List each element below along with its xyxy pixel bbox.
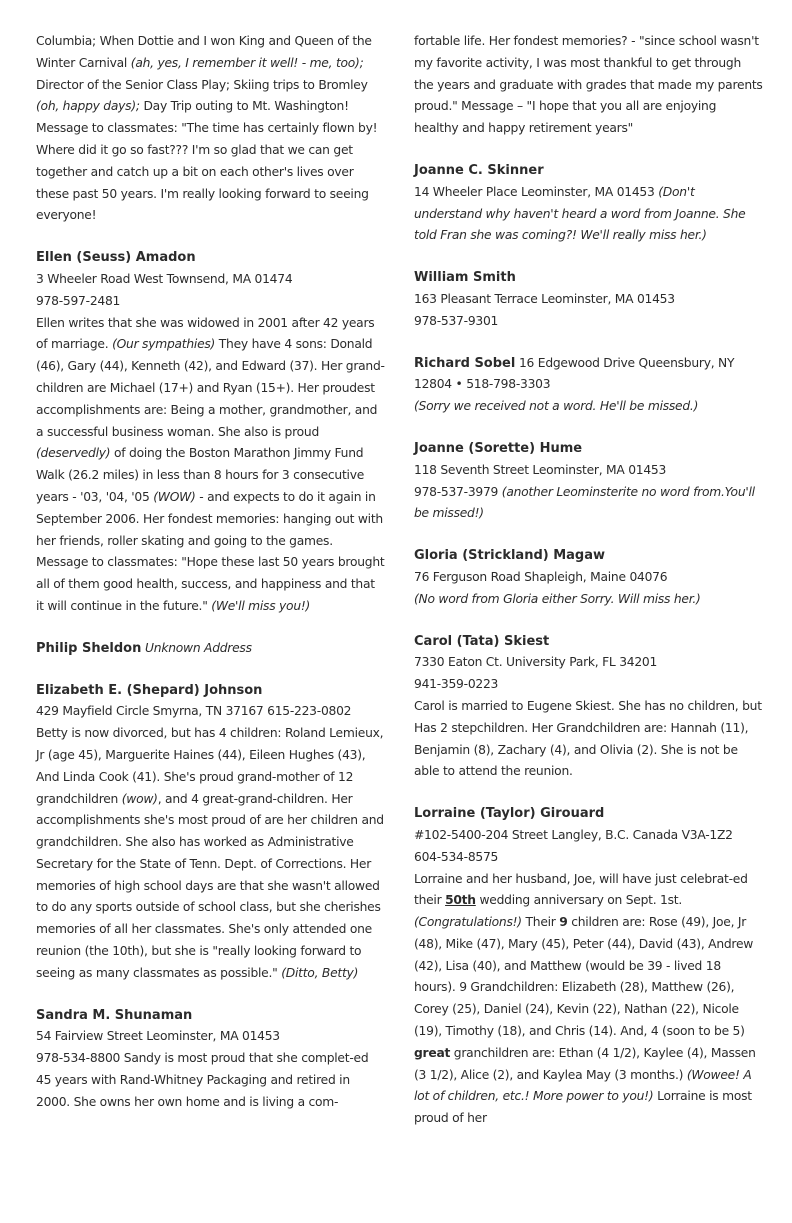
entry-skinner xyxy=(414,160,764,247)
entry-body xyxy=(414,869,764,1131)
bold-text: great xyxy=(414,1045,451,1060)
italic-aside: (Sorry we received not a word. He'll be missed.) xyxy=(414,399,699,414)
entry-name: Sandra M. Shunaman xyxy=(36,1007,193,1023)
entry-name: Gloria (Strickland) Magaw xyxy=(414,548,606,564)
entry-address: 429 Mayfield Circle Smyrna, TN 37167 615-223-0802 xyxy=(36,704,352,719)
entry-girouard xyxy=(414,803,764,1130)
entry-name: Joanne (Sorette) Hume xyxy=(414,440,583,456)
entry-address: #102-5400-204 Street Langley, B.C. Canada V3A-1Z2 xyxy=(414,827,733,842)
italic-aside: (deservedly) xyxy=(36,446,111,461)
text-run: children are: Rose (49), Joe, Jr (48), Mike (47), Mary (45), Peter (44), David (43), Andrew (42), Lisa (40), and Matthew (would be 39 - lived 18 hours). 9 Grandchildren: Elizabeth (28), Matthew (26), Corey (25), Daniel (24), Kevin (22), Nathan (22), Nicole (19), Timothy (18), and Chris (14). And, 4 (soon to be 5) xyxy=(414,915,754,1039)
entry-body: fortable life. Her fondest memories? - "since school wasn't my favorite activity, I was most thankful to get through the years and graduate with grades that made my parents proud." Message – "I hope that you all are enjoying healthy and happy retirement years" xyxy=(414,34,763,136)
text-run: Betty is now divorced, but has 4 children: Roland Lemieux, Jr (age 45), Marguerite Haines (44), Eileen Hughes (43), And Linda Cook (41). She's proud grand-mother of 12 grandchildren xyxy=(36,726,384,806)
entry-phone: 978-537-9301 xyxy=(414,313,499,328)
entry-name: Philip Sheldon xyxy=(36,640,142,656)
entry-body: Carol is married to Eugene Skiest. She has no children, but Has 2 stepchildren. Her Grandchildren are: Hannah (11), Benjamin (8), Zachary (4), and Olivia (2). She is not be able to attend the reunion. xyxy=(414,698,762,779)
left-column xyxy=(36,31,386,1134)
italic-aside: (Don't understand why haven't heard a word from Joanne. She told Fran she was coming?! We'll really miss her.) xyxy=(414,184,746,243)
entry-name: Elizabeth E. (Shepard) Johnson xyxy=(36,682,263,698)
entry-amadon xyxy=(36,247,386,618)
entry-address: 3 Wheeler Road West Townsend, MA 01474 xyxy=(36,271,293,286)
entry-name: Richard Sobel xyxy=(414,355,516,371)
bold-underlined-text: 50th xyxy=(445,893,476,908)
entry-hume xyxy=(414,438,764,525)
italic-aside: (Our sympathies) xyxy=(112,337,216,352)
italic-aside: (wow) xyxy=(121,791,158,806)
text-run: Day Trip outing to Mt. Washington! Message to classmates: "The time has certainly flown by! Where did it go so fast??? I'm so glad that we can get together and catch up a bit on each other's lives over these past 50 years. I'm really looking forward to seeing everyone! xyxy=(36,99,378,223)
italic-aside: (Ditto, Betty) xyxy=(281,965,359,980)
entry-smith xyxy=(414,267,764,332)
entry-phone: 604-534-8575 xyxy=(414,849,499,864)
entry-name: Ellen (Seuss) Amadon xyxy=(36,250,196,266)
entry-line xyxy=(414,353,764,397)
entry-address: 76 Ferguson Road Shapleigh, Maine 04076 xyxy=(414,569,668,584)
entry-address: 118 Seventh Street Leominster, MA 01453 xyxy=(414,462,667,477)
entry-body xyxy=(414,182,764,247)
text-run: Lorraine is most proud of her xyxy=(414,1089,752,1126)
italic-aside: (Wowee! A lot of children, etc.! More power to you!) xyxy=(414,1067,752,1104)
text-run: Lorraine and her husband, Joe, will have just celebrat-ed their xyxy=(414,871,748,908)
entry-body xyxy=(36,313,386,618)
right-column xyxy=(414,31,764,1150)
entry-sobel xyxy=(414,353,764,418)
italic-aside: (Congratulations!) xyxy=(414,915,522,930)
entry-magaw xyxy=(414,545,764,610)
text-run: of doing the Boston Marathon Jimmy Fund Walk (26.2 miles) in less than 8 hours for 3 consecutive years - '03, '04, '05 xyxy=(36,446,365,504)
entry-phone: 978-597-2481 xyxy=(36,293,121,308)
italic-aside: (ah, yes, I remember it well! - me, too); xyxy=(130,55,364,70)
entry-phone: 941-359-0223 xyxy=(414,677,499,692)
entry-name: William Smith xyxy=(414,270,516,286)
entry-name: Joanne C. Skinner xyxy=(414,162,544,178)
text-run: 16 Edgewood Drive Queensbury, NY 12804 • 518-798-3303 xyxy=(414,355,735,392)
italic-aside: (another Leominsterite no word from.You'll be missed!) xyxy=(414,484,755,521)
entry-shunaman xyxy=(36,1005,386,1114)
intro-text xyxy=(36,31,386,227)
italic-aside: Unknown Address xyxy=(145,640,252,655)
entry-name: Carol (Tata) Skiest xyxy=(414,633,550,649)
intro-continuation xyxy=(36,31,386,227)
text-run: - and expects to do it again in September 2006. Her fondest memories: hanging out with her friends, roller skating and going to the games. Message to classmates: "Hope these last 50 years brought all of them good health, success, and happiness and that it will continue in the future." xyxy=(36,489,385,613)
text-run: Columbia; When Dottie and I won King and Queen of the Winter Carnival xyxy=(36,34,372,70)
text-run: wedding anniversary on Sept. 1st. xyxy=(475,893,683,908)
text-run: granchildren are: Ethan (4 1/2), Kaylee (4), Massen (3 1/2), Alice (2), and Kaylea May (3 months.) xyxy=(414,1045,756,1082)
entry-body xyxy=(414,482,764,526)
entry-line xyxy=(36,638,386,660)
text-run: Their xyxy=(521,915,560,930)
italic-aside: (oh, happy days); xyxy=(36,99,140,114)
entry-skiest xyxy=(414,631,764,784)
shunaman-continuation xyxy=(414,31,764,140)
italic-aside: (We'll miss you!) xyxy=(211,598,311,613)
entry-body: 978-534-8800 Sandy is most proud that she complet-ed 45 years with Rand-Whitney Packaging and retired in 2000. She owns her own home and is living a com- xyxy=(36,1051,369,1109)
entry-address: 7330 Eaton Ct. University Park, FL 34201 xyxy=(414,655,658,670)
entry-address: 54 Fairview Street Leominster, MA 01453 xyxy=(36,1029,280,1044)
entry-body xyxy=(36,723,386,985)
text-run: , and 4 great-grand-children. Her accomplishments she's most proud of are her children and grandchildren. She also has worked as Administrative Secretary for the State of Tenn. Dept. of Corrections. Her memories of high school days are that she wasn't allowed to do any sports outside of school class, but she cherishes memories of all her classmates. She's only attended one reunion (the 10th), but she is "really looking forward to seeing as many classmates as possible." xyxy=(36,791,384,980)
entry-name: Lorraine (Taylor) Girouard xyxy=(414,806,605,822)
text-run: Ellen writes that she was widowed in 2001 after 42 years of marriage. xyxy=(36,315,375,352)
italic-aside: (No word from Gloria either Sorry. Will miss her.) xyxy=(414,591,701,606)
entry-address: 163 Pleasant Terrace Leominster, MA 01453 xyxy=(414,291,675,306)
entry-johnson xyxy=(36,680,386,985)
text-run: 14 Wheeler Place Leominster, MA 01453 xyxy=(414,184,659,199)
text-run: 978-537-3979 xyxy=(414,484,502,499)
bold-text: 9 xyxy=(559,915,568,930)
entry-sheldon xyxy=(36,638,386,660)
text-run: They have 4 sons: Donald (46), Gary (44), Kenneth (42), and Edward (37). Her grand- children are Michael (17+) and Ryan (15+). Her proudest accomplishments are: Being a mother, grandmother, and a successful business woman. She also is proud xyxy=(36,337,385,439)
italic-aside: (WOW) xyxy=(153,489,196,504)
text-run: Director of the Senior Class Play; Skiing trips to Bromley xyxy=(36,77,368,92)
